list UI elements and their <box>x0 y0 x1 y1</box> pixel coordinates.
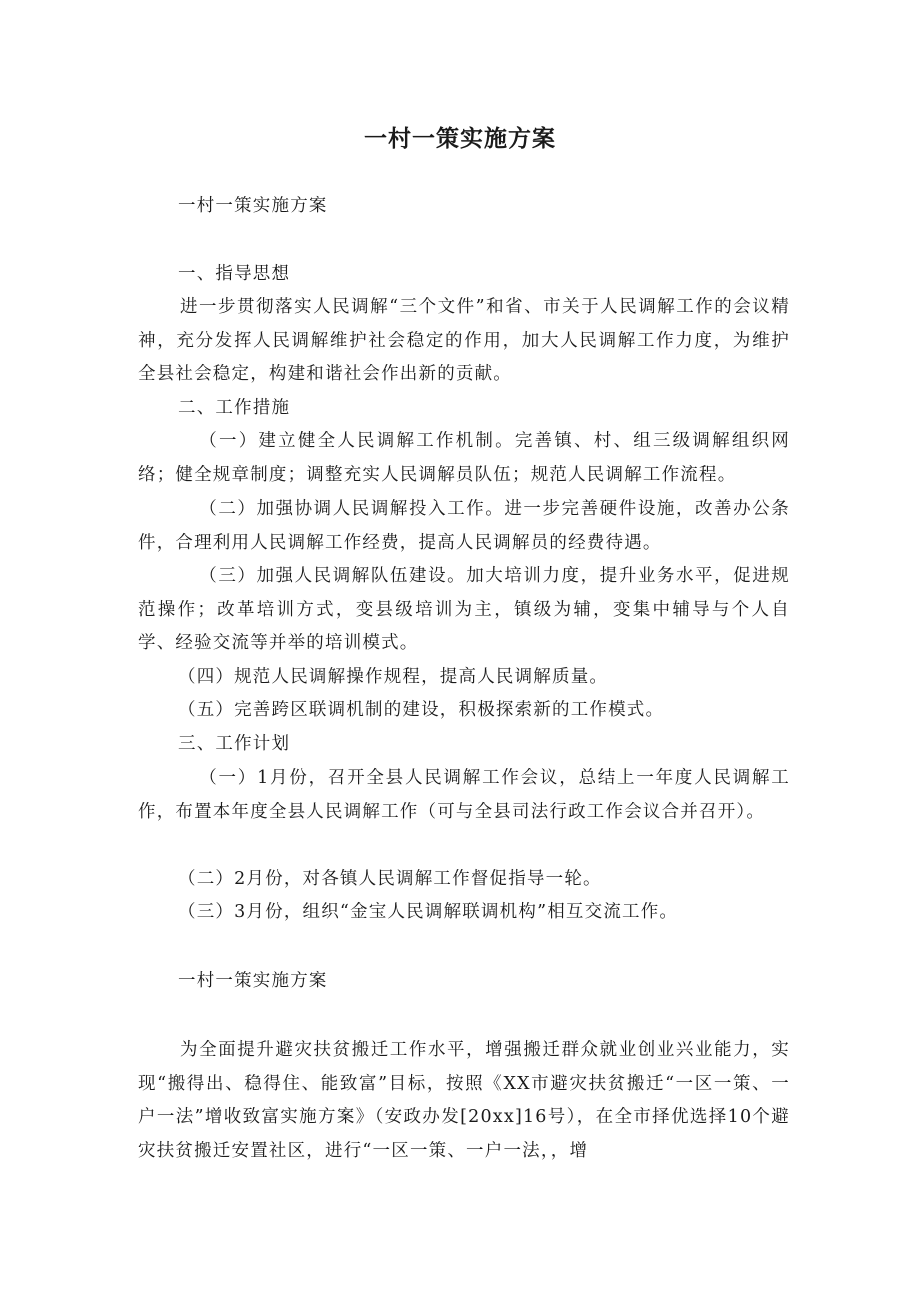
document-subtitle: 一村一策实施方案 <box>178 196 328 216</box>
measure-item: （二）加强协调人民调解投入工作。进一步完善硬件设施，改善办公条件，合理利用人民调解工作经费，提高人民调解员的经费待遇。 <box>138 499 790 553</box>
measure-item: （一）建立健全人民调解工作机制。完善镇、村、组三级调解组织网络；健全规章制度；调整充实人民调解员队伍；规范人民调解工作流程。 <box>138 431 790 485</box>
plan-item: （一）1月份，召开全县人民调解工作会议，总结上一年度人民调解工作，布置本年度全县人民调解工作（可与全县司法行政工作会议合并召开）。 <box>138 768 790 822</box>
plan-item: （三）3月份，组织“金宝人民调解联调机构”相互交流工作。 <box>178 902 679 922</box>
section-heading-work-plan: 三、工作计划 <box>178 734 291 754</box>
document-subtitle-second: 一村一策实施方案 <box>178 971 328 991</box>
section-body-guiding-ideology: 进一步贯彻落实人民调解“三个文件”和省、市关于人民调解工作的会议精神，充分发挥人民调解维护社会稳定的作用，加大人民调解工作力度，为维护全县社会稳定，构建和谐社会作出新的贡献。 <box>138 297 790 384</box>
document-title: 一村一策实施方案 <box>364 126 556 152</box>
section-heading-work-measures: 二、工作措施 <box>178 398 291 418</box>
plan-item: （二）2月份，对各镇人民调解工作督促指导一轮。 <box>178 869 602 889</box>
final-body-paragraph: 为全面提升避灾扶贫搬迁工作水平，增强搬迁群众就业创业兴业能力，实现“搬得出、稳得住、能致富”目标，按照《XX市避灾扶贫搬迁“一区一策、一户一法”增收致富实施方案》（安政办发[20xx]16号），在全市择优选择10个避灾扶贫搬迁安置社区，进行“一区一策、一户一法，，增 <box>138 1040 790 1161</box>
measure-item: （四）规范人民调解操作规程，提高人民调解质量。 <box>178 667 609 687</box>
measure-item: （五）完善跨区联调机制的建设，积极探索新的工作模式。 <box>178 700 665 720</box>
measure-item: （三）加强人民调解队伍建设。加大培训力度，提升业务水平，促进规范操作；改革培训方式，变县级培训为主，镇级为辅，变集中辅导与个人自学、经验交流等并举的培训模式。 <box>138 566 790 653</box>
section-heading-guiding-ideology: 一、指导思想 <box>178 264 291 284</box>
